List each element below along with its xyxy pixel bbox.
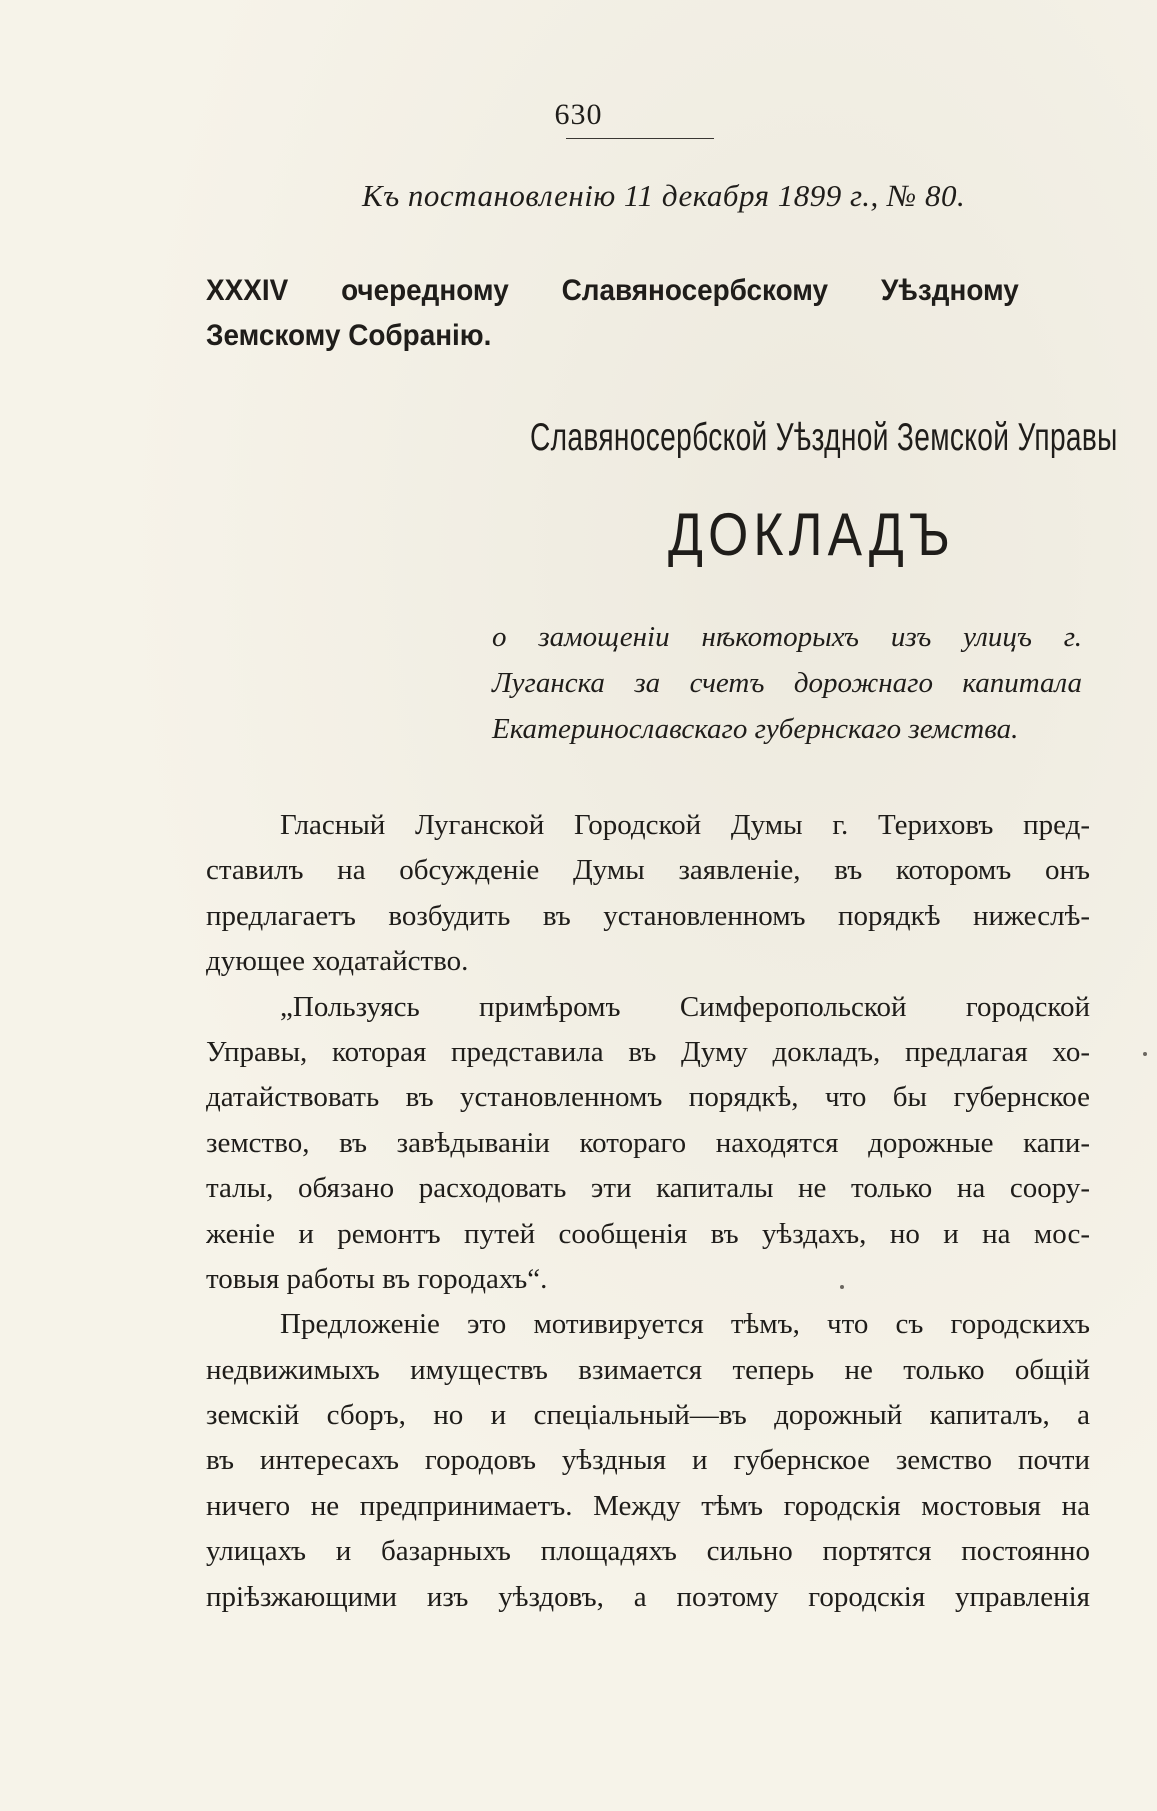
print-speck [840, 1285, 844, 1289]
body-line: женіе и ремонтъ путей сообщенія въ уѣздахъ, но и на мос- [206, 1217, 1090, 1250]
subject-line: Луганска за счетъ дорожнаго капитала [492, 667, 1082, 699]
body-line: ставилъ на обсужденіе Думы заявленіе, въ которомъ онъ [206, 854, 1090, 887]
body-line: талы, обязано расходовать эти капиталы не только на соору- [206, 1172, 1090, 1205]
body-line: датайствовать въ установленномъ порядкѣ, что бы губернское [206, 1081, 1090, 1114]
body-line: Предложеніе это мотивируется тѣмъ, что съ городскихъ [280, 1308, 1090, 1341]
subject-block [492, 614, 1082, 752]
page-number-rule [566, 138, 714, 139]
board-title: Славяносербской Уѣздной Земской Управы [530, 416, 1118, 459]
print-speck [1143, 1052, 1147, 1056]
page-number: 630 [554, 98, 603, 131]
body-line: товыя работы въ городахъ“. [206, 1262, 548, 1295]
body-line: Гласный Луганской Городской Думы г. Териховъ пред- [280, 809, 1090, 841]
body-line: въ интересахъ городовъ уѣздныя и губернское земство почти [206, 1444, 1090, 1477]
subject-line: Екатеринославскаго губернскаго земства. [492, 713, 1019, 745]
body-line: пріѣзжающими изъ уѣздовъ, а поэтому городскія управленія [206, 1580, 1090, 1613]
addressee-heading: XXXIV очередному Славяносербскому Уѣздному Земскому Собранію. [206, 274, 1019, 352]
body-line: земскій сборъ, но и спеціальный—въ дорожный капиталъ, а [206, 1399, 1090, 1432]
body-line: Управы, которая представила въ Думу докладъ, предлагая хо- [206, 1035, 1090, 1068]
subject-line: о замощеніи нѣкоторыхъ изъ улицъ г. [492, 621, 1082, 653]
body-line: земство, въ завѣдываніи котораго находятся дорожные капи- [206, 1126, 1090, 1159]
body-line: улицахъ и базарныхъ площадяхъ сильно портятся постоянно [206, 1535, 1090, 1568]
reference-line: Къ постановленію 11 декабря 1899 г., № 80. [362, 178, 966, 213]
document-title: ДОКЛАДЪ [668, 501, 956, 568]
body-line: дующее ходатайство. [206, 945, 469, 978]
body-text [206, 803, 1090, 1620]
body-line: предлагаетъ возбудить въ установленномъ порядкѣ нижеслѣ- [206, 899, 1090, 932]
body-line: „Пользуясь примѣромъ Симферопольской городской [280, 990, 1090, 1023]
body-line: ничего не предпринимаетъ. Между тѣмъ городскія мостовыя на [206, 1489, 1090, 1522]
body-line: недвижимыхъ имуществъ взимается теперь не только общій [206, 1353, 1090, 1386]
